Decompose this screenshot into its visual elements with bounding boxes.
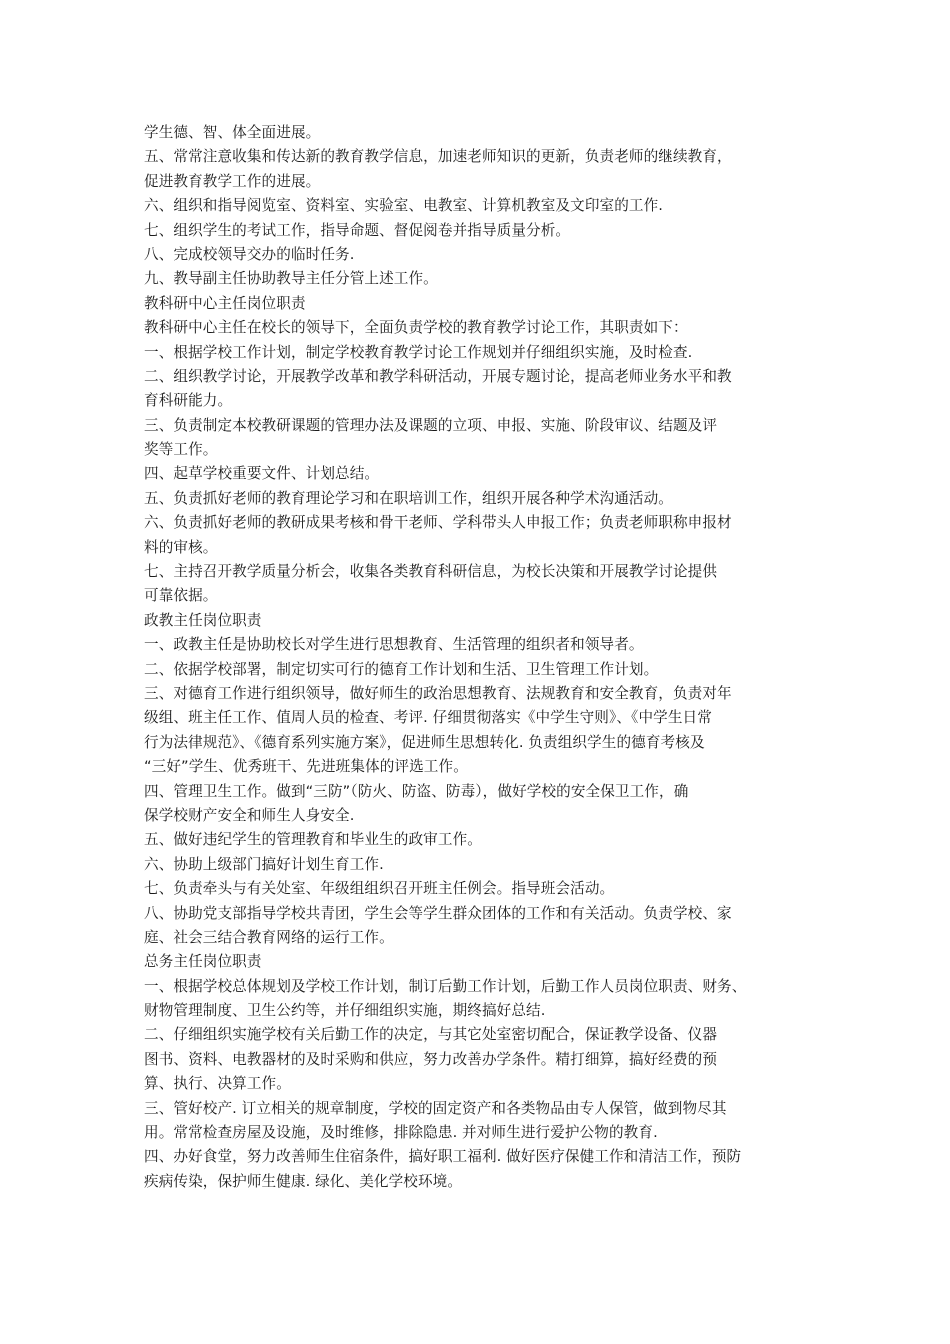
text-line: 学生德、智、体全面进展。: [144, 124, 321, 141]
text-line: 财物管理制度、卫生公约等，并仔细组织实施，期终搞好总结.: [144, 1002, 546, 1020]
text-line: 一、根据学校工作计划，制定学校教育教学讨论工作规划并仔细组织实施，及时检查.: [144, 343, 693, 361]
text-line: 料的审核。: [144, 538, 218, 556]
document-body: [144, 121, 820, 1194]
text-line: 八、协助党支部指导学校共青团，学生会等学生群众团体的工作和有关活动。负责学校、家: [144, 904, 732, 922]
text-line: 行为法律规范》、《德育系列实施方案》，促进师生思想转化. 负责组织学生的德育考核及: [144, 733, 705, 751]
text-line: 庭、社会三结合教育网络的运行工作。: [144, 928, 394, 946]
text-line: 算、执行、决算工作。: [144, 1075, 291, 1093]
text-line: 二、依据学校部署，制定切实可行的德育工作计划和生活、卫生管理工作计划。: [144, 660, 659, 678]
text-line: 图书、资料、电教器材的及时采购和供应，努力改善办学条件。精打细算，搞好经费的预: [144, 1050, 718, 1068]
text-line: 九、教导副主任协助教导主任分管上述工作。: [144, 270, 438, 288]
text-line: 五、负责抓好老师的教育理论学习和在职培训工作，组织开展各种学术沟通活动。: [144, 489, 673, 507]
text-line: 一、根据学校总体规划及学校工作计划，制订后勤工作计划，后勤工作人员岗位职责、财务、: [144, 977, 747, 995]
text-line: 五、常常注意收集和传达新的教育教学信息，加速老师知识的更新，负责老师的继续教育，: [144, 148, 732, 166]
text-line: 级组、班主任工作、值周人员的检查、考评. 仔细贯彻落实《中学生守则》、《中学生日常: [144, 709, 712, 727]
text-line: 三、管好校产. 订立相关的规章制度，学校的固定资产和各类物品由专人保管，做到物尽其: [144, 1099, 727, 1117]
text-line: 七、组织学生的考试工作，指导命题、督促阅卷并指导质量分析。: [144, 221, 571, 239]
text-line: 四、办好食堂，努力改善师生住宿条件，搞好职工福利. 做好医疗保健工作和清洁工作，预防: [144, 1148, 742, 1166]
text-line: 五、做好违纪学生的管理教育和毕业生的政审工作。: [144, 831, 482, 849]
text-line: 四、起草学校重要文件、计划总结。: [144, 465, 380, 483]
text-line: 六、协助上级部门搞好计划生育工作.: [144, 855, 384, 873]
text-line: 二、仔细组织实施学校有关后勤工作的决定，与其它处室密切配合，保证教学设备、仪器: [144, 1026, 718, 1044]
text-line: 政教主任岗位职责: [144, 611, 262, 629]
text-line: 疾病传染，保护师生健康. 绿化、美化学校环境。: [144, 1172, 463, 1190]
text-line: 教科研中心主任在校长的领导下，全面负责学校的教育教学讨论工作，其职责如下：: [144, 319, 688, 337]
text-line: 育科研能力。: [144, 392, 233, 410]
text-line: 八、完成校领导交办的临时任务.: [144, 245, 355, 263]
text-line: 教科研中心主任岗位职责: [144, 294, 306, 312]
text-line: 六、负责抓好老师的教研成果考核和骨干老师、学科带头人申报工作；负责老师职称申报材: [144, 514, 732, 532]
text-line: 用。常常检查房屋及设施，及时维修，排除隐患. 并对师生进行爱护公物的教育.: [144, 1124, 658, 1142]
text-line: 奖等工作。: [144, 441, 218, 459]
text-line: 六、组织和指导阅览室、资料室、实验室、电教室、计算机教室及文印室的工作.: [144, 197, 664, 215]
text-line: 七、负责牵头与有关处室、年级组组织召开班主任例会。指导班会活动。: [144, 880, 615, 898]
text-line: 可靠依据。: [144, 587, 218, 605]
text-line: 保学校财产安全和师生人身安全.: [144, 806, 355, 824]
text-line: “三好”学生、优秀班干、先进班集体的评选工作。: [144, 758, 468, 776]
text-line: 一、政教主任是协助校长对学生进行思想教育、生活管理的组织者和领导者。: [144, 636, 644, 654]
text-line: 总务主任岗位职责: [144, 953, 262, 971]
text-line: 二、组织教学讨论，开展教学改革和教学科研活动，开展专题讨论，提高老师业务水平和教: [144, 367, 732, 385]
text-line: 四、管理卫生工作。做到“三防”（防火、防盗、防毒），做好学校的安全保卫工作，确: [144, 782, 689, 800]
text-line: 促进教育教学工作的进展。: [144, 172, 321, 190]
text-line: 三、负责制定本校教研课题的管理办法及课题的立项、申报、实施、阶段审议、结题及评: [144, 416, 718, 434]
text-line: 三、对德育工作进行组织领导，做好师生的政治思想教育、法规教育和安全教育，负责对年: [144, 684, 732, 702]
text-line: 七、主持召开教学质量分析会，收集各类教育科研信息，为校长决策和开展教学讨论提供: [144, 563, 718, 581]
